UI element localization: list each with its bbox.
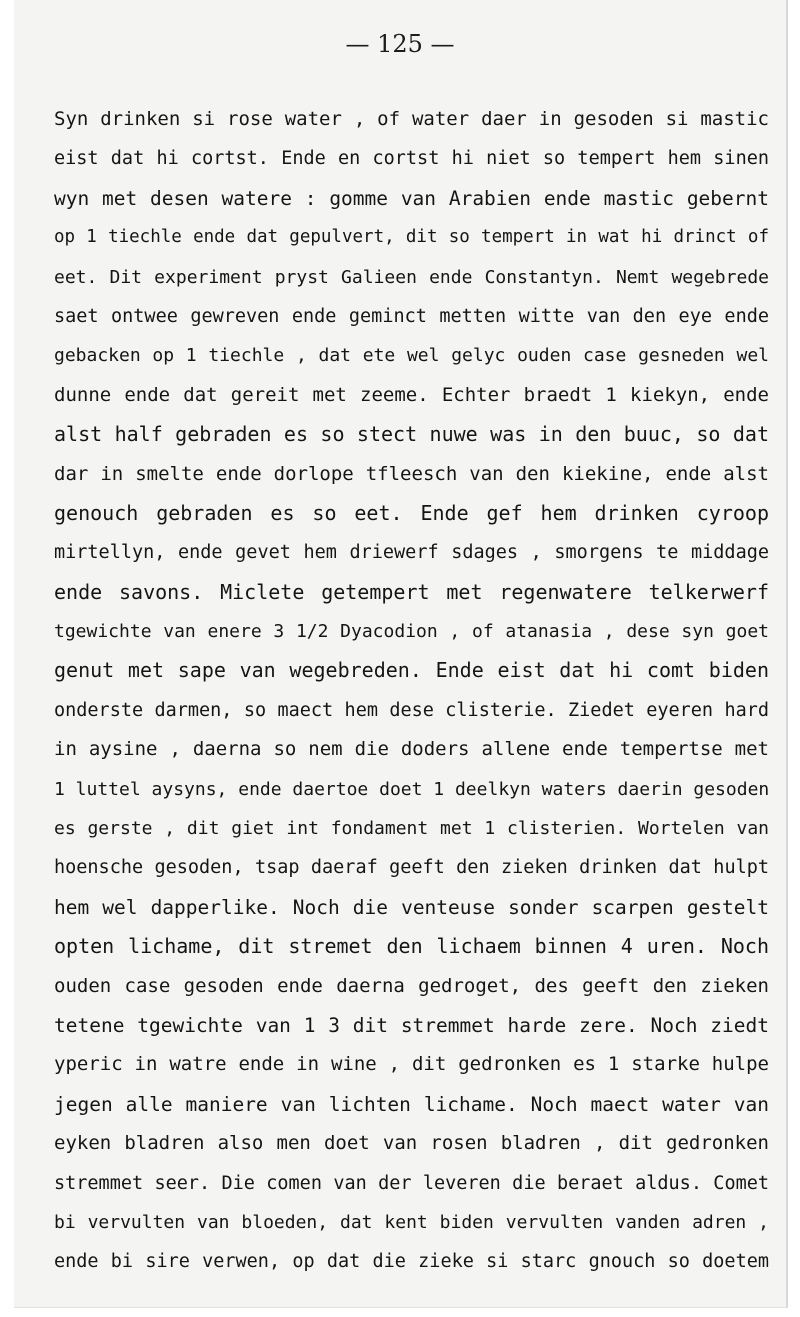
text-line: in aysine , daerna so nem die doders allene ende tempertse met bbox=[54, 738, 769, 761]
text-line: ouden case gesoden ende daerna gedroget, des geeft den zieken bbox=[54, 974, 769, 997]
text-line: hoensche gesoden, tsap daeraf geeft den zieken drinken dat hulpt bbox=[54, 857, 769, 879]
text-line: yperic in watre ende in wine , dit gedronken es 1 starke hulpe bbox=[54, 1053, 769, 1076]
text-line: saet ontwee gewreven ende geminct metten witte van den eye ende bbox=[54, 305, 769, 327]
text-line: eist dat hi cortst. Ende en cortst hi niet so tempert hem sinen bbox=[54, 148, 769, 170]
text-line: op 1 tiechle ende dat gepulvert, dit so tempert in wat hi drinct of bbox=[54, 227, 769, 248]
text-line: dar in smelte ende dorlope tfleesch van den kiekine, ende alst bbox=[54, 462, 769, 485]
text-line: eyken bladren also men doet van rosen bladren , dit gedronken bbox=[54, 1132, 769, 1155]
text-line: genouch gebraden es so eet. Ende gef hem drinken cyroop bbox=[54, 500, 769, 525]
text-line: es gerste , dit giet int fondament met 1 clisterien. Wortelen van bbox=[54, 818, 769, 840]
text-line: jegen alle maniere van lichten lichame. Noch maect water van bbox=[54, 1092, 769, 1116]
book-page bbox=[14, 0, 788, 1308]
text-line: mirtellyn, ende gevet hem driewerf sdages , smorgens te middage bbox=[54, 542, 769, 564]
text-line: bi vervulten van bloeden, dat kent biden vervulten vanden adren , bbox=[54, 1211, 769, 1233]
text-line: hem wel dapperlike. Noch die venteuse sonder scarpen gestelt bbox=[54, 895, 769, 919]
text-line: gebacken op 1 tiechle , dat ete wel gelyc ouden case gesneden wel bbox=[54, 345, 769, 367]
text-line: genut met sape van wegebreden. Ende eist dat hi comt biden bbox=[54, 658, 769, 683]
text-line: onderste darmen, so maect hem dese clisterie. Ziedet eyeren hard bbox=[54, 699, 769, 721]
text-line: ende bi sire verwen, op dat die zieke si starc gnouch so doetem bbox=[54, 1251, 769, 1273]
text-line: tgewichte van enere 3 1/2 Dyacodion , of atanasia , dese syn goet bbox=[54, 621, 769, 643]
text-line: ende savons. Miclete getempert met regenwatere telkerwerf bbox=[54, 579, 769, 604]
text-line: tetene tgewichte van 1 3 dit stremmet harde zere. Noch ziedt bbox=[54, 1013, 769, 1037]
text-line: 1 luttel aysyns, ende daertoe doet 1 deelkyn waters daerin gesoden bbox=[54, 778, 769, 800]
text-line: alst half gebraden es so stect nuwe was in den buuc, so dat bbox=[54, 422, 769, 447]
text-line: wyn met desen watere : gomme van Arabien ende mastic gebernt bbox=[54, 186, 769, 210]
text-line: eet. Dit experiment pryst Galieen ende Constantyn. Nemt wegebrede bbox=[54, 266, 769, 288]
text-line: dunne ende dat gereit met zeeme. Echter braedt 1 kiekyn, ende bbox=[54, 383, 769, 406]
text-line: stremmet seer. Die comen van der leveren die beraet aldus. Comet bbox=[54, 1172, 769, 1194]
page-number: — 125 — bbox=[345, 30, 455, 58]
text-line: Syn drinken si rose water , of water daer in gesoden si mastic bbox=[54, 108, 769, 130]
text-line: opten lichame, dit stremet den lichaem binnen 4 uren. Noch bbox=[54, 934, 769, 959]
body-text bbox=[54, 100, 769, 1282]
